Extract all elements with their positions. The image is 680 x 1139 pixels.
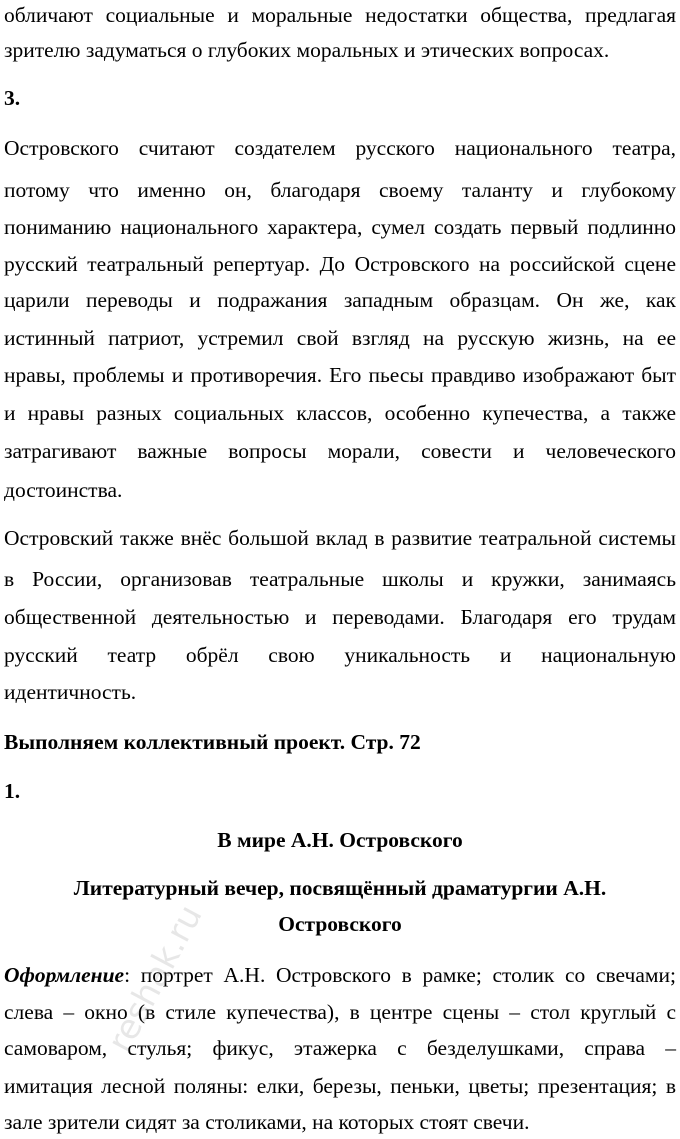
event-title: В мире А.Н. Островского bbox=[217, 828, 463, 852]
paragraph-line: царили переводы и подражания западным образцам. Он же, как bbox=[4, 288, 676, 312]
paragraph-line: достоинства. bbox=[4, 478, 123, 502]
paragraph-line: затрагивают важные вопросы морали, совести и человеческого bbox=[4, 439, 676, 463]
paragraph-line: русский театральный репертуар. До Островского на российской сцене bbox=[4, 252, 676, 276]
event-subtitle-line: Островского bbox=[278, 912, 402, 936]
design-line: слева – окно (в стиле купечества), в центре сцены – стол круглый с bbox=[4, 1000, 676, 1024]
paragraph-line: пониманию национального характера, сумел создать первый подлинно bbox=[4, 215, 676, 239]
design-label: Оформление bbox=[4, 963, 125, 987]
paragraph-line: и нравы разных социальных классов, особенно купечества, а также bbox=[4, 401, 676, 425]
paragraph-line: потому что именно он, благодаря своему таланту и глубокому bbox=[4, 178, 676, 202]
paragraph-line: истинный патриот, устремил свой взгляд на русскую жизнь, на ее bbox=[4, 326, 676, 350]
paragraph-line: в России, организовав театральные школы и кружки, занимаясь bbox=[4, 567, 676, 591]
paragraph-line: общественной деятельностью и переводами. Благодаря его трудам bbox=[4, 605, 676, 629]
design-line: зале зрители сидят за столиками, на которых стоят свечи. bbox=[4, 1110, 530, 1134]
section-heading: Выполняем коллективный проект. Стр. 72 bbox=[4, 730, 421, 754]
paragraph-line: нравы, проблемы и противоречия. Его пьесы правдиво изображают быт bbox=[4, 363, 676, 387]
heading-3: 3. bbox=[4, 86, 21, 110]
paragraph-line: идентичность. bbox=[4, 680, 137, 704]
design-text: : портрет А.Н. Островского в рамке; столик со свечами; bbox=[124, 963, 676, 987]
watermark: reshak.ru bbox=[100, 898, 211, 1059]
event-subtitle-line: Литературный вечер, посвящённый драматургии А.Н. bbox=[73, 876, 607, 900]
design-line: самоваром, стулья; фикус, этажерка с безделушками, справа – bbox=[4, 1036, 676, 1060]
design-line: имитация лесной поляны: елки, березы, пеньки, цветы; презентация; в bbox=[4, 1074, 676, 1098]
design-line bbox=[4, 961, 676, 989]
heading-1: 1. bbox=[4, 779, 21, 803]
intro-line: обличают социальные и моральные недостатки общества, предлагая bbox=[4, 3, 676, 27]
paragraph-line: Островский также внёс большой вклад в развитие театральной системы bbox=[4, 526, 676, 550]
paragraph-line: Островского считают создателем русского национального театра, bbox=[4, 136, 676, 160]
intro-line: зрителю задуматься о глубоких моральных и этических вопросах. bbox=[4, 38, 610, 62]
paragraph-line: русский театр обрёл свою уникальность и национальную bbox=[4, 643, 676, 667]
